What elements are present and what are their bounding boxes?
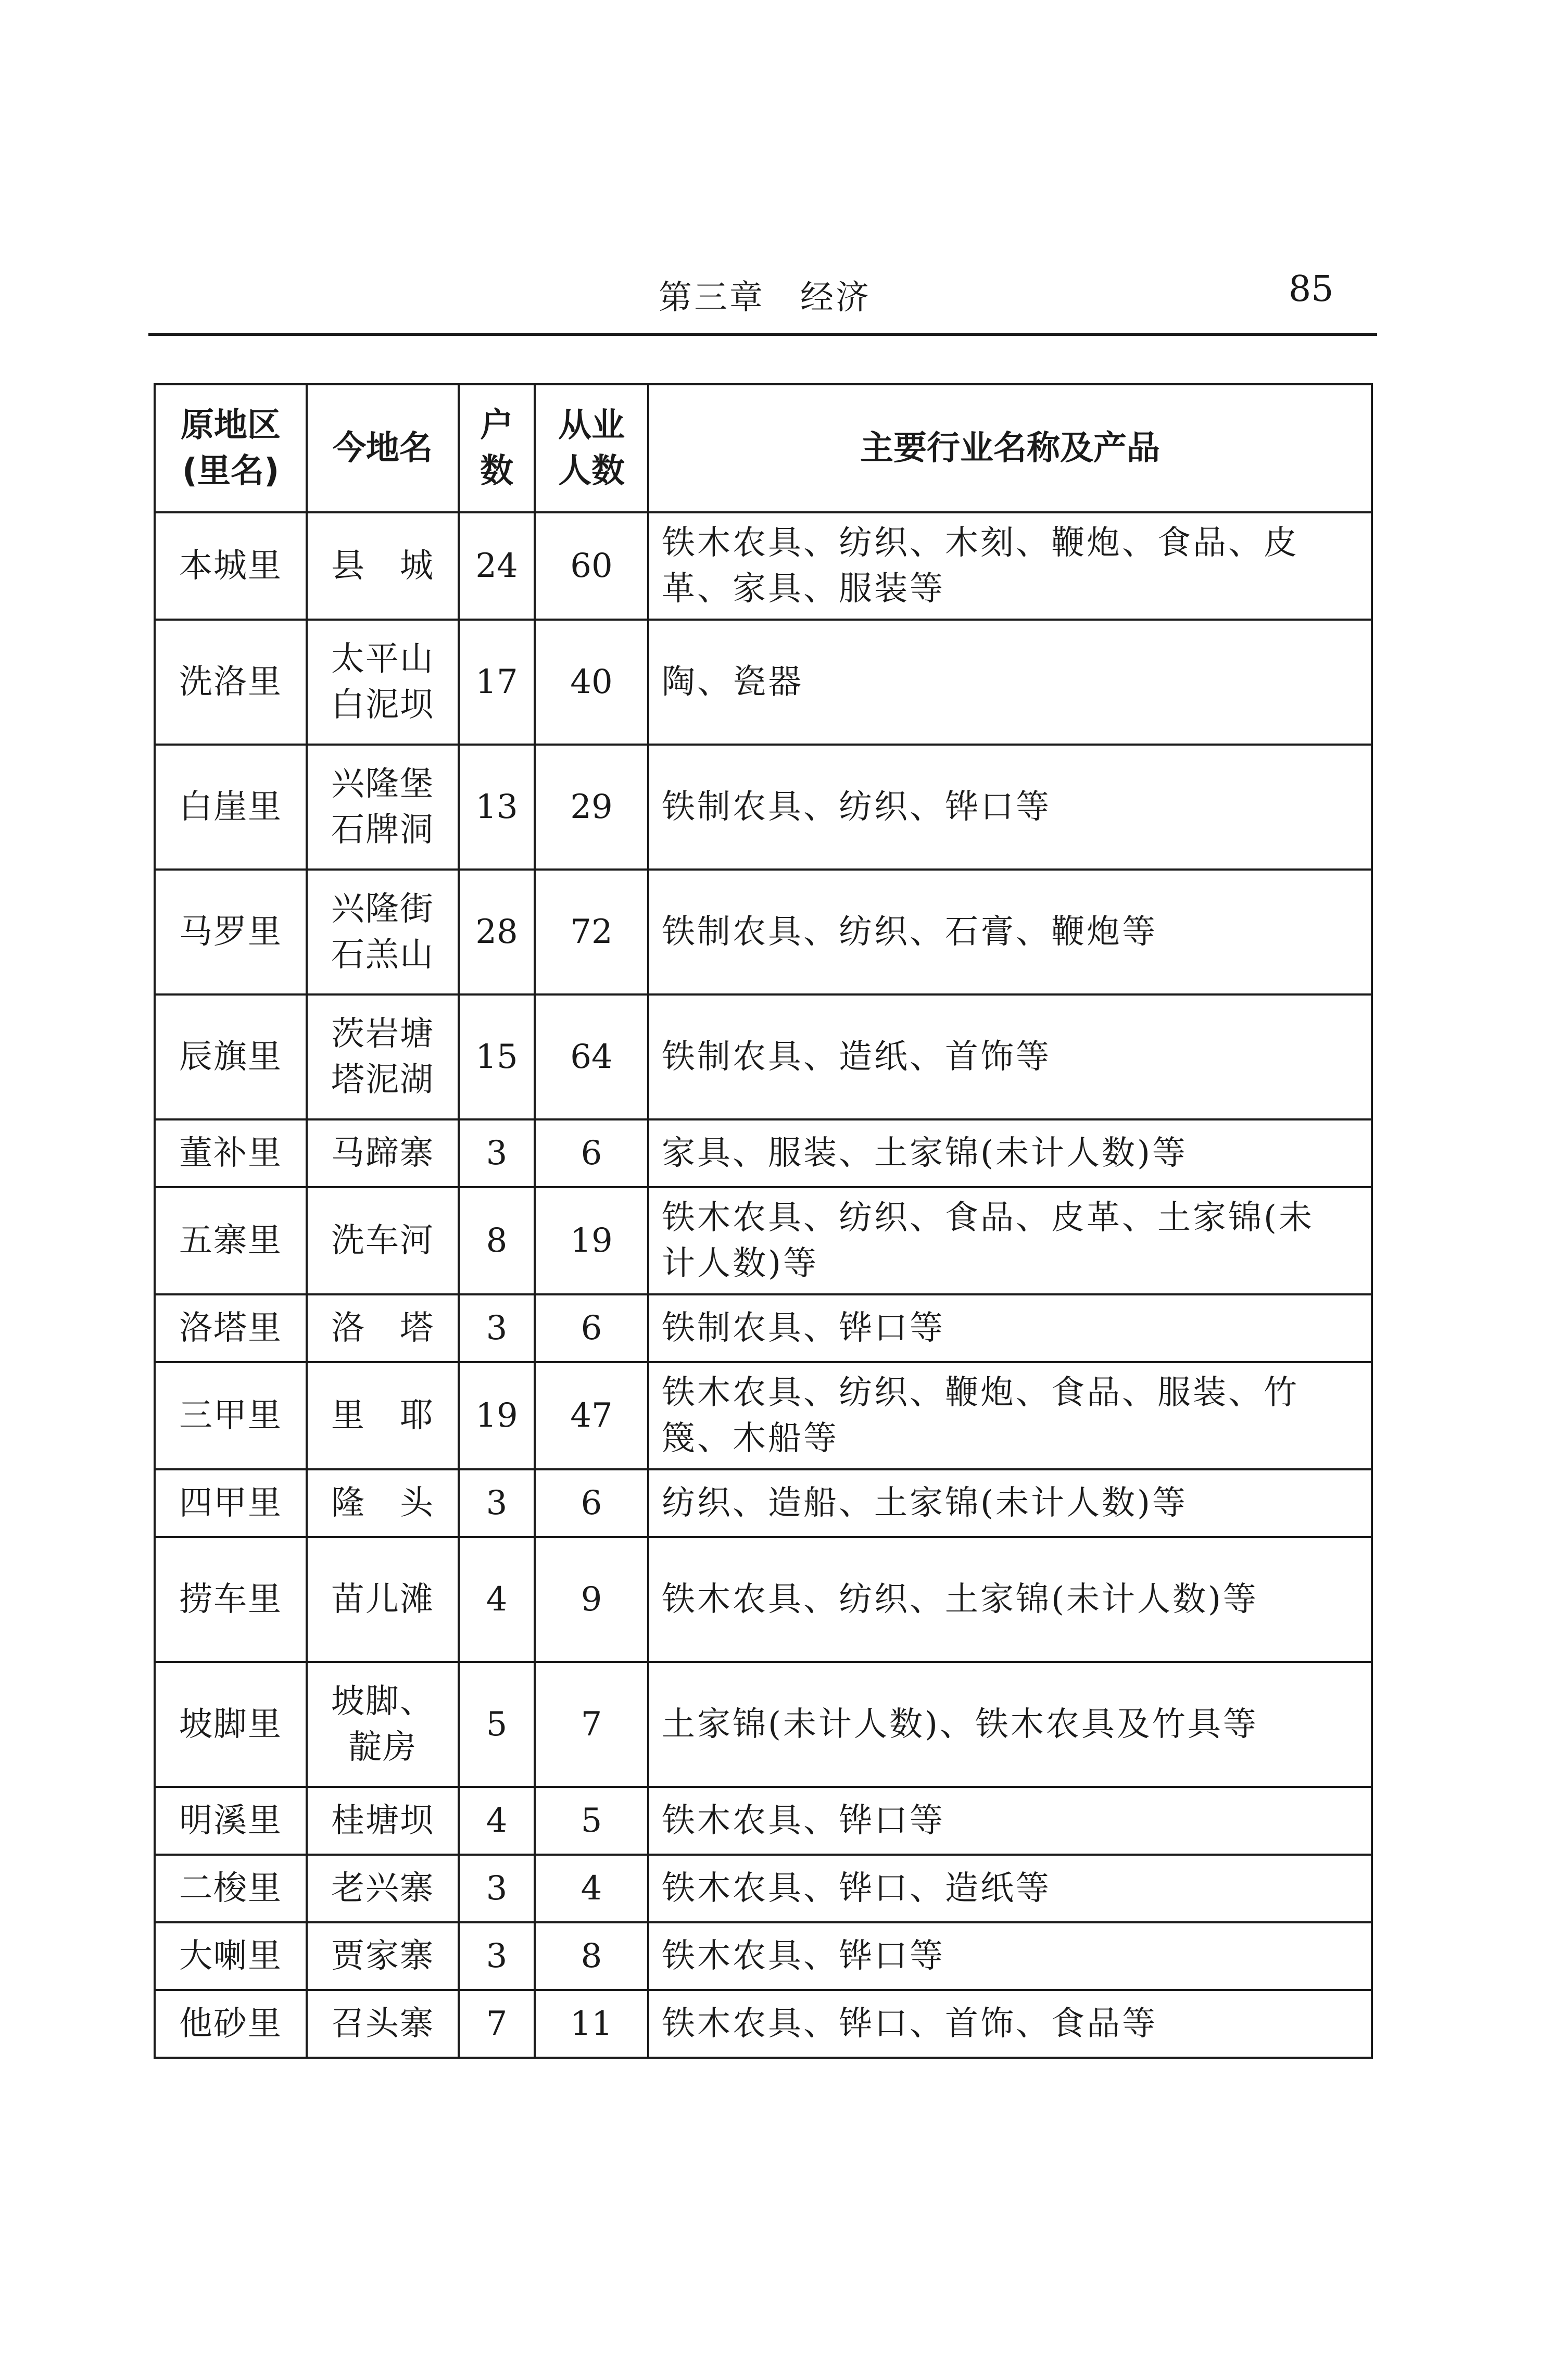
industry-line: 铁木农具、铧口等 <box>662 1802 945 1840</box>
cell-old-district: 洛塔里 <box>155 1294 307 1362</box>
header-label-line: 今地名 <box>333 429 433 468</box>
table-row <box>155 1187 1372 1294</box>
cell-industries <box>648 1537 1372 1662</box>
cell-employees: 7 <box>535 1662 648 1787</box>
cell-old-district: 洗洛里 <box>155 620 307 745</box>
table-row <box>155 1662 1372 1787</box>
header-industries <box>648 384 1372 512</box>
place-line: 苗儿滩 <box>331 1580 434 1619</box>
industry-table-container <box>154 383 1371 2059</box>
cell-employees: 6 <box>535 1294 648 1362</box>
cell-households: 3 <box>459 1855 535 1922</box>
cell-households: 17 <box>459 620 535 745</box>
cell-industries <box>648 1855 1372 1922</box>
industry-line: 铁制农具、纺织、石膏、鞭炮等 <box>662 913 1157 951</box>
cell-current-place <box>307 620 459 745</box>
cell-industries <box>648 1787 1372 1855</box>
industry-line: 铁制农具、造纸、首饰等 <box>662 1038 1051 1076</box>
industry-line: 篾、木船等 <box>662 1419 839 1458</box>
cell-households: 3 <box>459 1922 535 1990</box>
cell-industries <box>648 745 1372 870</box>
cell-old-district: 他砂里 <box>155 1990 307 2058</box>
place-line: 白泥坝 <box>331 686 434 724</box>
place-line: 石羔山 <box>331 936 434 974</box>
cell-current-place <box>307 1187 459 1294</box>
chapter-title: 第三章 经济 <box>659 279 871 317</box>
place-line: 召头寨 <box>331 2005 434 2043</box>
cell-industries <box>648 1990 1372 2058</box>
place-line: 兴隆堡 <box>331 765 434 803</box>
cell-current-place <box>307 994 459 1119</box>
header-label-line: 人数 <box>558 452 625 490</box>
header-label-line: (里名) <box>182 452 280 490</box>
cell-current-place <box>307 1294 459 1362</box>
header-employees <box>535 384 648 512</box>
table-row <box>155 745 1372 870</box>
table-row <box>155 1990 1372 2058</box>
cell-employees: 19 <box>535 1187 648 1294</box>
header-households <box>459 384 535 512</box>
industry-line: 铁木农具、纺织、食品、皮革、土家锦(未 <box>662 1199 1314 1237</box>
cell-industries <box>648 512 1372 620</box>
cell-old-district: 坡脚里 <box>155 1662 307 1787</box>
place-line: 太平山 <box>331 640 434 678</box>
industry-line: 铁木农具、铧口等 <box>662 1937 945 1975</box>
cell-current-place <box>307 745 459 870</box>
cell-households: 3 <box>459 1469 535 1537</box>
place-line: 兴隆街 <box>331 890 434 928</box>
place-line: 贾家寨 <box>331 1937 434 1975</box>
cell-current-place <box>307 1922 459 1990</box>
header-label-line: 户 <box>480 406 513 445</box>
cell-industries <box>648 1662 1372 1787</box>
cell-employees: 47 <box>535 1362 648 1469</box>
place-line: 茨岩塘 <box>331 1015 434 1053</box>
table-row <box>155 994 1372 1119</box>
cell-old-district: 五寨里 <box>155 1187 307 1294</box>
table-row <box>155 620 1372 745</box>
cell-current-place <box>307 870 459 994</box>
table-row <box>155 1294 1372 1362</box>
cell-old-district: 捞车里 <box>155 1537 307 1662</box>
table-row <box>155 1469 1372 1537</box>
industry-line: 铁制农具、纺织、铧口等 <box>662 788 1051 826</box>
table-row <box>155 1787 1372 1855</box>
table-row <box>155 1362 1372 1469</box>
table-row <box>155 512 1372 620</box>
cell-employees: 60 <box>535 512 648 620</box>
place-line: 隆 头 <box>331 1484 434 1522</box>
page-header <box>0 260 1564 328</box>
cell-industries <box>648 1294 1372 1362</box>
industry-line: 铁制农具、铧口等 <box>662 1309 945 1348</box>
cell-employees: 8 <box>535 1922 648 1990</box>
place-line: 塔泥湖 <box>331 1061 434 1099</box>
cell-employees: 11 <box>535 1990 648 2058</box>
header-label-line: 主要行业名称及产品 <box>860 429 1160 468</box>
page-number: 85 <box>1289 269 1334 310</box>
cell-current-place <box>307 1855 459 1922</box>
cell-households: 15 <box>459 994 535 1119</box>
industry-line: 计人数)等 <box>662 1244 818 1283</box>
cell-households: 3 <box>459 1294 535 1362</box>
place-line: 马蹄寨 <box>331 1134 434 1173</box>
cell-industries <box>648 1362 1372 1469</box>
cell-current-place <box>307 512 459 620</box>
header-old-district <box>155 384 307 512</box>
header-current-place <box>307 384 459 512</box>
cell-employees: 29 <box>535 745 648 870</box>
cell-old-district: 二梭里 <box>155 1855 307 1922</box>
cell-employees: 6 <box>535 1469 648 1537</box>
cell-current-place <box>307 1787 459 1855</box>
cell-old-district: 明溪里 <box>155 1787 307 1855</box>
cell-employees: 40 <box>535 620 648 745</box>
cell-industries <box>648 1469 1372 1537</box>
place-line: 靛房 <box>348 1728 417 1767</box>
cell-industries <box>648 620 1372 745</box>
place-line: 老兴寨 <box>331 1869 434 1908</box>
cell-households: 5 <box>459 1662 535 1787</box>
cell-current-place <box>307 1662 459 1787</box>
cell-industries <box>648 994 1372 1119</box>
table-body <box>155 512 1372 2058</box>
cell-industries <box>648 1187 1372 1294</box>
cell-old-district: 董补里 <box>155 1119 307 1187</box>
cell-employees: 9 <box>535 1537 648 1662</box>
industry-line: 铁木农具、纺织、鞭炮、食品、服装、竹 <box>662 1374 1299 1412</box>
cell-households: 19 <box>459 1362 535 1469</box>
industry-line: 家具、服装、土家锦(未计人数)等 <box>662 1134 1188 1173</box>
cell-industries <box>648 1922 1372 1990</box>
table-header-row <box>155 384 1372 512</box>
cell-households: 7 <box>459 1990 535 2058</box>
industry-line: 铁木农具、铧口、首饰、食品等 <box>662 2005 1157 2043</box>
place-line: 洗车河 <box>331 1222 434 1260</box>
header-rule <box>148 333 1377 336</box>
industry-line: 革、家具、服装等 <box>662 570 945 608</box>
cell-households: 4 <box>459 1537 535 1662</box>
industry-line: 铁木农具、纺织、木刻、鞭炮、食品、皮 <box>662 524 1299 562</box>
header-label-line: 原地区 <box>181 406 281 445</box>
cell-current-place <box>307 1537 459 1662</box>
industry-line: 纺织、造船、土家锦(未计人数)等 <box>662 1484 1188 1522</box>
table-row <box>155 1537 1372 1662</box>
industry-line: 铁木农具、铧口、造纸等 <box>662 1869 1051 1908</box>
place-line: 坡脚、 <box>331 1682 434 1721</box>
place-line: 县 城 <box>331 547 434 585</box>
cell-households: 8 <box>459 1187 535 1294</box>
cell-old-district: 大喇里 <box>155 1922 307 1990</box>
cell-households: 3 <box>459 1119 535 1187</box>
cell-employees: 72 <box>535 870 648 994</box>
cell-old-district: 三甲里 <box>155 1362 307 1469</box>
place-line: 里 耶 <box>331 1396 434 1435</box>
cell-employees: 4 <box>535 1855 648 1922</box>
cell-households: 13 <box>459 745 535 870</box>
cell-old-district: 本城里 <box>155 512 307 620</box>
industry-table <box>154 383 1373 2059</box>
cell-households: 28 <box>459 870 535 994</box>
cell-old-district: 白崖里 <box>155 745 307 870</box>
cell-employees: 6 <box>535 1119 648 1187</box>
table-row <box>155 1922 1372 1990</box>
cell-households: 24 <box>459 512 535 620</box>
industry-line: 陶、瓷器 <box>662 663 803 701</box>
cell-industries <box>648 1119 1372 1187</box>
cell-industries <box>648 870 1372 994</box>
cell-old-district: 四甲里 <box>155 1469 307 1537</box>
cell-old-district: 辰旗里 <box>155 994 307 1119</box>
place-line: 桂塘坝 <box>331 1802 434 1840</box>
cell-current-place <box>307 1990 459 2058</box>
cell-current-place <box>307 1362 459 1469</box>
table-row <box>155 1119 1372 1187</box>
cell-current-place <box>307 1469 459 1537</box>
table-row <box>155 870 1372 994</box>
cell-current-place <box>307 1119 459 1187</box>
header-label-line: 数 <box>480 452 513 490</box>
industry-line: 铁木农具、纺织、土家锦(未计人数)等 <box>662 1580 1258 1619</box>
header-label-line: 从业 <box>558 406 625 445</box>
table-row <box>155 1855 1372 1922</box>
cell-households: 4 <box>459 1787 535 1855</box>
place-line: 石牌洞 <box>331 811 434 849</box>
cell-old-district: 马罗里 <box>155 870 307 994</box>
cell-employees: 5 <box>535 1787 648 1855</box>
industry-line: 土家锦(未计人数)、铁木农具及竹具等 <box>662 1705 1258 1744</box>
cell-employees: 64 <box>535 994 648 1119</box>
place-line: 洛 塔 <box>331 1309 434 1348</box>
